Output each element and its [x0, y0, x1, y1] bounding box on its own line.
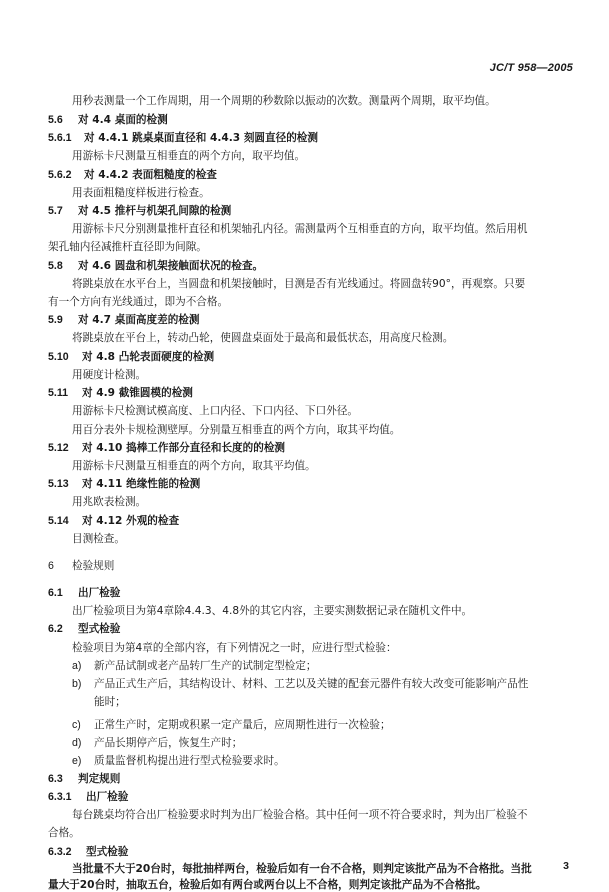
list-text: 产品长期停产后，恢复生产时；	[94, 737, 243, 749]
list-label: a)	[72, 660, 82, 672]
section-heading-5-12	[48, 441, 285, 455]
paragraph-line: 有一个方向有光线通过，即为不合格。	[48, 296, 229, 308]
section-number: 6.3	[48, 773, 63, 785]
list-text: 正常生产时，定期或积累一定产量后，应周期性进行一次检验；	[94, 719, 391, 731]
section-title: 对 4.7 桌面高度差的检测	[78, 314, 200, 326]
section-title: 对 4.4 桌面的检测	[78, 114, 168, 126]
section-title: 对 4.10 捣棒工作部分直径和长度的的检测	[82, 442, 286, 454]
paragraph-line: 用游标卡尺测量互相垂直的两个方向，取平均值。	[72, 150, 306, 162]
chapter-heading-6	[48, 559, 114, 573]
paragraph-line: 用表面粗糙度样板进行检查。	[72, 187, 210, 199]
section-heading-6-3	[48, 772, 120, 786]
section-number: 5.11	[48, 387, 69, 399]
section-title: 对 4.12 外观的检查	[82, 515, 180, 527]
paragraph-line: 架孔轴内径减推杆直径即为间隙。	[48, 241, 207, 253]
section-title: 对 4.4.1 跳桌桌面直径和 4.4.3 刻圆直径的检测	[84, 132, 318, 144]
paragraph-line: 用游标卡尺检测试模高度、上口内径、下口内径、下口外径。	[72, 405, 359, 417]
paragraph-line: 每台跳桌均符合出厂检验要求时判为出厂检验合格。其中任何一项不符合要求时，判为出厂检验不	[72, 809, 528, 821]
page-number: 3	[563, 860, 569, 872]
paragraph-line: 将跳桌放在平台上，转动凸轮，使圆盘桌面处于最高和最低状态，用高度尺检测。	[72, 332, 454, 344]
section-title: 对 4.5 推杆与机架孔间隙的检测	[78, 205, 232, 217]
section-title: 判定规则	[78, 773, 121, 785]
section-title: 型式检验	[86, 846, 129, 858]
list-label: e)	[72, 755, 82, 767]
section-title: 出厂检验	[78, 587, 121, 599]
section-title: 出厂检验	[86, 791, 129, 803]
paragraph-line: 将跳桌放在水平台上，当圆盘和机架接触时，目测是否有光线通过。将圆盘转90°，再观察。只要	[72, 278, 526, 290]
list-item-a	[72, 659, 316, 673]
section-heading-5-6-1	[48, 131, 318, 145]
section-number: 5.7	[48, 205, 63, 217]
section-heading-5-7	[48, 204, 231, 218]
section-number: 5.6.1	[48, 132, 72, 144]
section-heading-5-6	[48, 113, 168, 127]
section-number: 5.14	[48, 515, 69, 527]
paragraph-line: 量大于20台时，抽取五台，检验后如有两台或两台以上不合格，则判定该批产品为不合格批。	[48, 879, 487, 891]
list-label: d)	[72, 737, 82, 749]
section-title: 对 4.11 绝缘性能的检测	[82, 478, 201, 490]
section-number: 5.10	[48, 351, 69, 363]
section-heading-6-1	[48, 586, 120, 600]
paragraph-line: 目测检查。	[72, 533, 125, 545]
list-item-b-continued: 能时；	[94, 696, 126, 708]
paragraph-line: 检验项目为第4章的全部内容，有下列情况之一时，应进行型式检验：	[72, 642, 397, 654]
section-number: 6.1	[48, 587, 63, 599]
paragraph-line: 用游标卡尺测量互相垂直的两个方向，取其平均值。	[72, 460, 316, 472]
section-title: 对 4.4.2 表面粗糙度的检查	[84, 169, 217, 181]
section-heading-5-6-2	[48, 168, 217, 182]
paragraph-line: 合格。	[48, 827, 80, 839]
section-number: 5.9	[48, 314, 63, 326]
paragraph-line: 当批量不大于20台时，每批抽样两台，检验后如有一台不合格，则判定该批产品为不合格批。当批	[72, 863, 532, 875]
list-label: b)	[72, 678, 82, 690]
paragraph-line: 出厂检验项目为第4章除4.4.3、4.8外的其它内容，主要实测数据记录在随机文件中。	[72, 605, 473, 617]
section-number: 6.3.2	[48, 846, 72, 858]
section-heading-5-10	[48, 350, 214, 364]
paragraph-line: 用游标卡尺分别测量推杆直径和机架轴孔内径。需测量两个互相垂直的方向，取平均值。然后用机	[72, 223, 528, 235]
section-heading-6-3-1	[48, 790, 128, 804]
paragraph-line: 用硬度计检测。	[72, 369, 147, 381]
standard-code: JC/T 958—2005	[489, 62, 573, 74]
section-title: 型式检验	[78, 623, 121, 635]
section-heading-5-8	[48, 259, 263, 273]
list-text: 质量监督机构提出进行型式检验要求时。	[94, 755, 285, 767]
paragraph-line: 用兆欧表检测。	[72, 496, 147, 508]
list-item-d	[72, 736, 242, 750]
section-heading-5-11	[48, 386, 193, 400]
list-text: 新产品试制或老产品转厂生产的试制定型检定；	[94, 660, 317, 672]
section-heading-5-13	[48, 477, 200, 491]
section-title: 对 4.6 圆盘和机架接触面状况的检查。	[78, 260, 264, 272]
section-number: 6	[48, 560, 54, 572]
list-item-c	[72, 718, 391, 732]
section-title: 对 4.9 截锥圆模的检测	[82, 387, 193, 399]
section-number: 6.2	[48, 623, 63, 635]
list-text: 产品正式生产后，其结构设计、材料、工艺以及关键的配套元器件有较大改变可能影响产品性	[94, 678, 529, 690]
section-number: 6.3.1	[48, 791, 72, 803]
section-heading-6-2	[48, 622, 120, 636]
list-item-b	[72, 677, 528, 691]
section-number: 5.6	[48, 114, 63, 126]
section-heading-6-3-2	[48, 845, 128, 859]
section-title: 检验规则	[72, 560, 115, 572]
section-number: 5.6.2	[48, 169, 72, 181]
section-heading-5-9	[48, 313, 200, 327]
section-title: 对 4.8 凸轮表面硬度的检测	[82, 351, 215, 363]
list-item-e	[72, 754, 285, 768]
section-number: 5.8	[48, 260, 63, 272]
section-heading-5-14	[48, 514, 179, 528]
list-label: c)	[72, 719, 81, 731]
section-number: 5.13	[48, 478, 69, 490]
section-number: 5.12	[48, 442, 69, 454]
paragraph-line: 用百分表外卡规检测壁厚。分别量互相垂直的两个方向，取其平均值。	[72, 424, 401, 436]
paragraph-line: 用秒表测量一个工作周期，用一个周期的秒数除以振动的次数。测量两个周期，取平均值。	[72, 95, 496, 107]
